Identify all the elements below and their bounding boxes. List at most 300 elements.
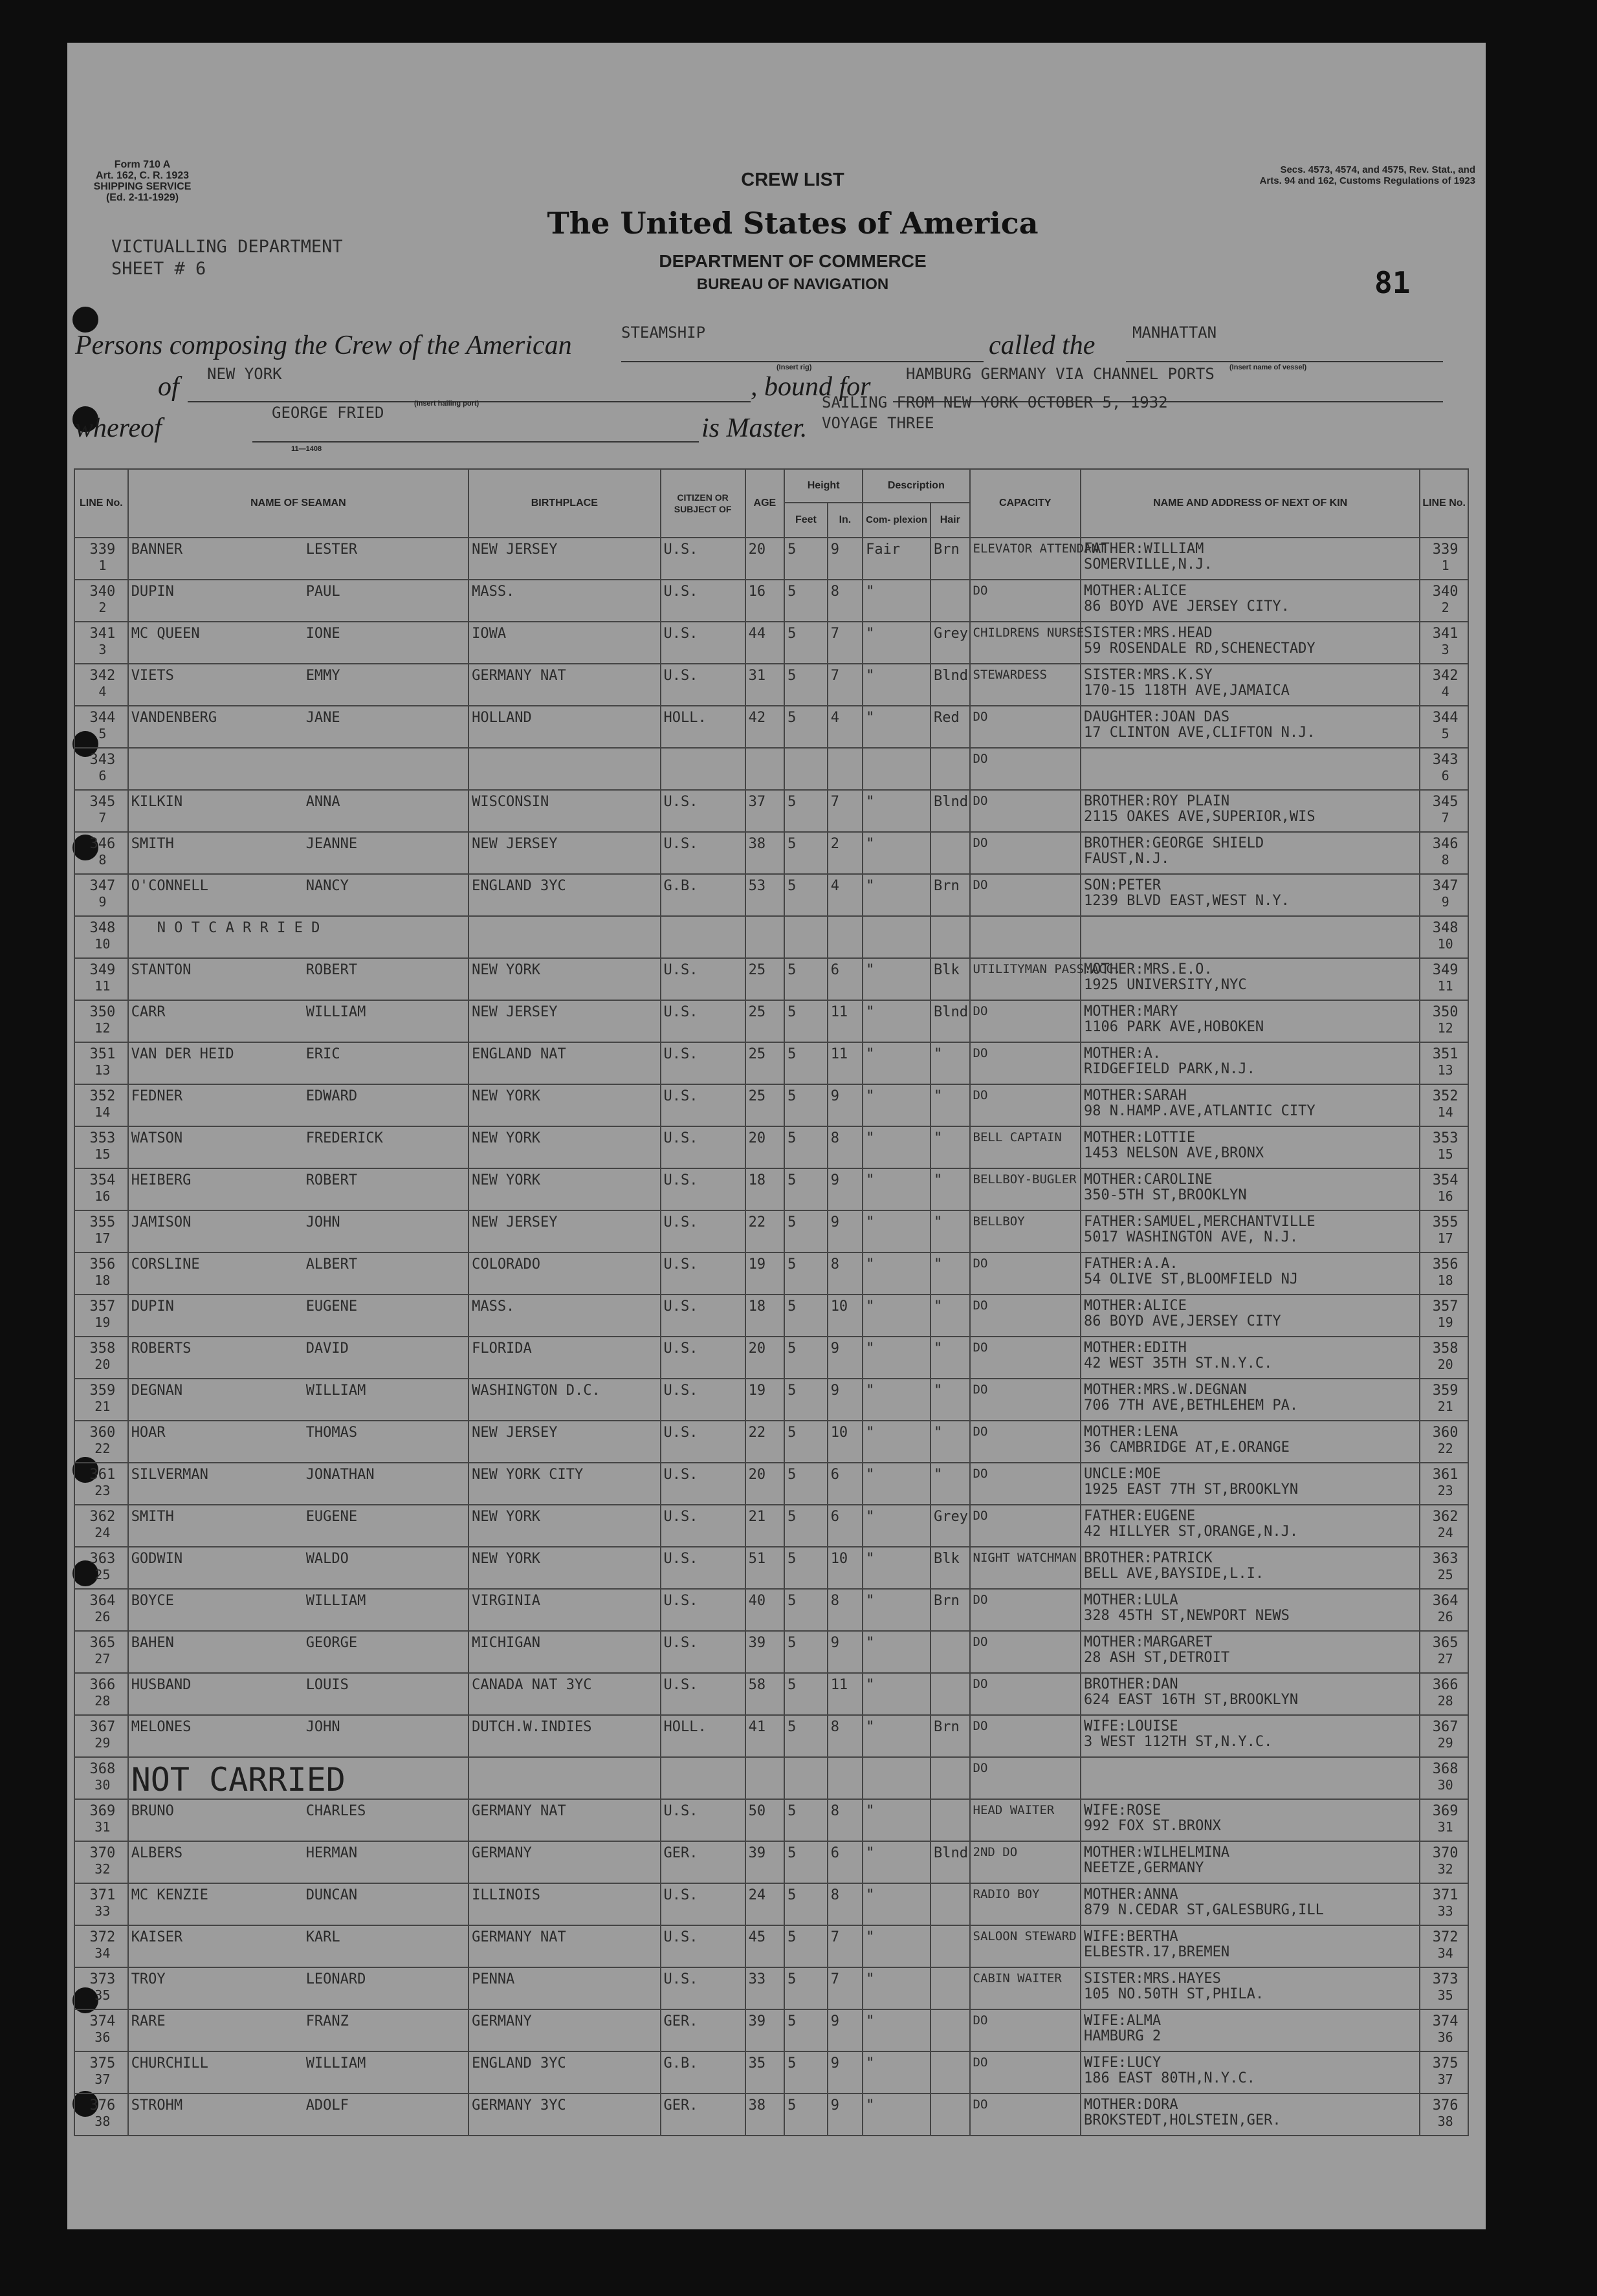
hair-cell: Blk bbox=[931, 958, 970, 1000]
next-of-kin-name: SISTER:MRS.HAYES bbox=[1083, 1971, 1221, 1987]
line-number-right-cell bbox=[1420, 1925, 1468, 1967]
next-of-kin-address: 2115 OAKES AVE,SUPERIOR,WIS bbox=[1083, 809, 1316, 825]
sheet-line-number-right: 30 bbox=[1437, 1777, 1453, 1793]
seaman-last-name: VAN DER HEID bbox=[131, 1046, 234, 1062]
seaman-first-name: WILLIAM bbox=[305, 1383, 366, 1399]
citizen-cell: U.S. bbox=[661, 1379, 745, 1421]
line-number-right-cell bbox=[1420, 1084, 1468, 1126]
line-number-right: 366 bbox=[1432, 1677, 1459, 1693]
next-of-kin-name: BROTHER:ROY PLAIN bbox=[1083, 793, 1230, 809]
sheet-line-number: 29 bbox=[94, 1735, 111, 1751]
hair-cell bbox=[931, 2009, 970, 2051]
birthplace-cell: MASS. bbox=[468, 580, 660, 622]
hair-cell bbox=[931, 916, 970, 958]
line-number-right: 346 bbox=[1432, 836, 1459, 852]
seaman-last-name: CHURCHILL bbox=[131, 2055, 208, 2072]
hair-cell bbox=[931, 1883, 970, 1925]
line-number-right: 341 bbox=[1432, 626, 1459, 642]
line-number-right: 344 bbox=[1432, 710, 1459, 726]
sheet-line-number: 20 bbox=[94, 1357, 111, 1372]
next-of-kin-cell bbox=[1081, 1168, 1420, 1210]
table-row bbox=[74, 916, 1468, 958]
seaman-first-name: HERMAN bbox=[305, 1845, 358, 1861]
header-birthplace: BIRTHPLACE bbox=[468, 469, 660, 538]
sheet-line-number: 32 bbox=[94, 1861, 111, 1877]
next-of-kin-address: 86 BOYD AVE JERSEY CITY. bbox=[1083, 598, 1290, 615]
seaman-name-cell bbox=[128, 1042, 468, 1084]
birthplace-cell bbox=[468, 1757, 660, 1799]
sheet-line-number: 15 bbox=[94, 1146, 111, 1162]
citizen-cell: U.S. bbox=[661, 1252, 745, 1295]
line-number-cell bbox=[74, 580, 128, 622]
table-row bbox=[74, 1631, 1468, 1673]
line-number-right-cell bbox=[1420, 1505, 1468, 1547]
header-name-of-seaman: NAME OF SEAMAN bbox=[128, 469, 468, 538]
citizen-cell bbox=[661, 1757, 745, 1799]
rig-underline bbox=[621, 361, 984, 362]
hair-cell: " bbox=[931, 1210, 970, 1252]
height-feet-cell: 5 bbox=[784, 1252, 828, 1295]
statute-reference bbox=[1217, 164, 1475, 186]
next-of-kin-name: MOTHER:MARGARET bbox=[1083, 1634, 1213, 1650]
line-number-right-cell bbox=[1420, 1967, 1468, 2009]
height-feet-cell: 5 bbox=[784, 1210, 828, 1252]
next-of-kin-cell bbox=[1081, 2094, 1420, 2136]
line-number-right-cell bbox=[1420, 1168, 1468, 1210]
age-cell: 20 bbox=[745, 1126, 785, 1168]
age-cell bbox=[745, 1757, 785, 1799]
next-of-kin-name: FATHER:WILLIAM bbox=[1083, 541, 1204, 557]
height-inches-cell: 7 bbox=[828, 664, 863, 706]
capacity-cell: DO bbox=[970, 2094, 1081, 2136]
seaman-first-name: CHARLES bbox=[305, 1803, 366, 1819]
seaman-last-name: STANTON bbox=[131, 962, 192, 978]
sheet-line-number-right: 28 bbox=[1437, 1693, 1453, 1709]
height-inches-cell: 9 bbox=[828, 2009, 863, 2051]
line-number-right-cell bbox=[1420, 1337, 1468, 1379]
capacity-cell: DO bbox=[970, 1757, 1081, 1799]
birthplace-cell: NEW JERSEY bbox=[468, 1210, 660, 1252]
age-cell bbox=[745, 916, 785, 958]
height-feet-cell: 5 bbox=[784, 2094, 828, 2136]
seaman-first-name: EUGENE bbox=[305, 1509, 358, 1525]
line-number-right: 373 bbox=[1432, 1971, 1459, 1987]
seaman-first-name: NANCY bbox=[305, 878, 349, 894]
birthplace-cell: ILLINOIS bbox=[468, 1883, 660, 1925]
age-cell: 53 bbox=[745, 874, 785, 916]
hair-cell: " bbox=[931, 1084, 970, 1126]
next-of-kin-cell bbox=[1081, 1589, 1420, 1631]
sheet-line-number-right: 12 bbox=[1437, 1020, 1453, 1036]
line-number-right: 339 bbox=[1432, 541, 1459, 558]
line-number-cell bbox=[74, 1673, 128, 1715]
sheet-line-number-right: 15 bbox=[1437, 1146, 1453, 1162]
height-feet-cell: 5 bbox=[784, 1084, 828, 1126]
next-of-kin-address: 186 EAST 80TH,N.Y.C. bbox=[1083, 2070, 1255, 2086]
sheet-line-number-right: 3 bbox=[1441, 642, 1449, 657]
age-cell: 16 bbox=[745, 580, 785, 622]
capacity-cell: 2ND DO bbox=[970, 1841, 1081, 1883]
birthplace-cell: NEW YORK bbox=[468, 958, 660, 1000]
citizen-cell: U.S. bbox=[661, 1295, 745, 1337]
seaman-first-name: THOMAS bbox=[305, 1425, 358, 1441]
crew-table bbox=[74, 468, 1469, 2136]
age-cell: 42 bbox=[745, 706, 785, 748]
capacity-cell: CHILDRENS NURSE bbox=[970, 622, 1081, 664]
next-of-kin-name: MOTHER:MARY bbox=[1083, 1003, 1178, 1020]
seaman-first-name: EMMY bbox=[305, 668, 340, 684]
seaman-last-name: BRUNO bbox=[131, 1803, 174, 1819]
next-of-kin-address: 1239 BLVD EAST,WEST N.Y. bbox=[1083, 893, 1290, 909]
complexion-cell: " bbox=[863, 1084, 931, 1126]
seaman-last-name: ROBERTS bbox=[131, 1340, 192, 1357]
hair-cell: Brn bbox=[931, 538, 970, 580]
next-of-kin-cell bbox=[1081, 916, 1420, 958]
citizen-cell: GER. bbox=[661, 2009, 745, 2051]
line-number-right-cell bbox=[1420, 706, 1468, 748]
seaman-last-name: MC KENZIE bbox=[131, 1887, 208, 1903]
next-of-kin-cell bbox=[1081, 1799, 1420, 1841]
line-number-cell bbox=[74, 1547, 128, 1589]
line-number-cell bbox=[74, 1126, 128, 1168]
line-number-cell bbox=[74, 2094, 128, 2136]
next-of-kin-address: 1925 UNIVERSITY,NYC bbox=[1083, 977, 1247, 993]
next-of-kin-cell bbox=[1081, 1084, 1420, 1126]
seaman-name-cell bbox=[128, 1673, 468, 1715]
vessel-value: MANHATTAN bbox=[1132, 323, 1217, 342]
line-number-right-cell bbox=[1420, 2051, 1468, 2094]
seaman-last-name: HOAR bbox=[131, 1425, 166, 1441]
hair-cell: " bbox=[931, 1379, 970, 1421]
height-inches-cell bbox=[828, 748, 863, 790]
height-feet-cell: 5 bbox=[784, 538, 828, 580]
capacity-cell: BELLBOY bbox=[970, 1210, 1081, 1252]
line-number-right: 368 bbox=[1432, 1761, 1459, 1777]
birthplace-cell: GERMANY NAT bbox=[468, 1799, 660, 1841]
next-of-kin-address: BELL AVE,BAYSIDE,L.I. bbox=[1083, 1566, 1264, 1582]
sheet-line-number-right: 24 bbox=[1437, 1525, 1453, 1540]
birthplace-cell: GERMANY NAT bbox=[468, 1925, 660, 1967]
next-of-kin-name: WIFE:ROSE bbox=[1083, 1802, 1162, 1819]
seaman-last-name: VIETS bbox=[131, 668, 174, 684]
line-number-right-cell bbox=[1420, 1673, 1468, 1715]
birthplace-cell: CANADA NAT 3YC bbox=[468, 1673, 660, 1715]
seaman-name-cell bbox=[128, 1757, 468, 1799]
line-number-right: 363 bbox=[1432, 1551, 1459, 1567]
next-of-kin-address: HAMBURG 2 bbox=[1083, 2028, 1162, 2044]
line-number-cell bbox=[74, 1337, 128, 1379]
height-feet-cell: 5 bbox=[784, 1841, 828, 1883]
line-number-right-cell bbox=[1420, 1000, 1468, 1042]
seaman-name-cell bbox=[128, 664, 468, 706]
seaman-name-cell bbox=[128, 580, 468, 622]
capacity-cell: BELLBOY-BUGLER bbox=[970, 1168, 1081, 1210]
sheet-line-number-right: 23 bbox=[1437, 1483, 1453, 1498]
seaman-first-name: JEANNE bbox=[305, 836, 358, 852]
hair-cell: " bbox=[931, 1042, 970, 1084]
capacity-cell: STEWARDESS bbox=[970, 664, 1081, 706]
seaman-first-name: ADOLF bbox=[305, 2097, 349, 2114]
birthplace-cell: NEW YORK CITY bbox=[468, 1463, 660, 1505]
birthplace-cell: NEW YORK bbox=[468, 1084, 660, 1126]
next-of-kin-address: 350-5TH ST,BROOKLYN bbox=[1083, 1187, 1247, 1203]
seaman-last-name: ALBERS bbox=[131, 1845, 183, 1861]
seaman-last-name: DEGNAN bbox=[131, 1383, 183, 1399]
height-inches-cell: 9 bbox=[828, 1379, 863, 1421]
birthplace-cell: GERMANY 3YC bbox=[468, 2094, 660, 2136]
next-of-kin-cell bbox=[1081, 1883, 1420, 1925]
sheet-line-number-right: 29 bbox=[1437, 1735, 1453, 1751]
next-of-kin-name: FATHER:EUGENE bbox=[1083, 1508, 1196, 1524]
table-row bbox=[74, 1042, 1468, 1084]
next-of-kin-name: SON:PETER bbox=[1083, 877, 1162, 893]
line-number-cell bbox=[74, 1463, 128, 1505]
capacity-cell: DO bbox=[970, 1379, 1081, 1421]
height-feet-cell: 5 bbox=[784, 1042, 828, 1084]
header-line-no: LINE No. bbox=[74, 469, 128, 538]
complexion-cell bbox=[863, 1757, 931, 1799]
line-number-cell bbox=[74, 1421, 128, 1463]
seaman-name-cell bbox=[128, 1379, 468, 1421]
height-inches-cell: 10 bbox=[828, 1547, 863, 1589]
citizen-cell: U.S. bbox=[661, 1631, 745, 1673]
complexion-cell: " bbox=[863, 1126, 931, 1168]
line-number-cell bbox=[74, 916, 128, 958]
line-number-right: 351 bbox=[1432, 1046, 1459, 1062]
citizen-cell: U.S. bbox=[661, 1547, 745, 1589]
complexion-cell: " bbox=[863, 2009, 931, 2051]
seaman-first-name: DUNCAN bbox=[305, 1887, 358, 1903]
birthplace-cell: WISCONSIN bbox=[468, 790, 660, 832]
sheet-line-number: 16 bbox=[94, 1188, 111, 1204]
header-complexion: Com- plexion bbox=[863, 503, 931, 538]
seaman-first-name: ERIC bbox=[305, 1046, 340, 1062]
next-of-kin-name: MOTHER:MRS.W.DEGNAN bbox=[1083, 1382, 1247, 1398]
birthplace-cell: FLORIDA bbox=[468, 1337, 660, 1379]
line-number-right: 358 bbox=[1432, 1340, 1459, 1357]
small-code: 11—1408 bbox=[291, 445, 322, 453]
line-number-cell bbox=[74, 1631, 128, 1673]
complexion-cell: " bbox=[863, 874, 931, 916]
table-row bbox=[74, 874, 1468, 916]
capacity-cell: DO bbox=[970, 832, 1081, 874]
complexion-cell: " bbox=[863, 1715, 931, 1757]
height-inches-cell: 9 bbox=[828, 2051, 863, 2094]
sheet-line-number-right: 10 bbox=[1437, 936, 1453, 952]
line-number: 375 bbox=[89, 2055, 116, 2072]
height-inches-cell: 7 bbox=[828, 622, 863, 664]
table-row bbox=[74, 622, 1468, 664]
table-row bbox=[74, 1168, 1468, 1210]
citizen-cell: U.S. bbox=[661, 1589, 745, 1631]
age-cell: 25 bbox=[745, 1042, 785, 1084]
sheet-line-number: 23 bbox=[94, 1483, 111, 1498]
line-number-right: 355 bbox=[1432, 1214, 1459, 1230]
hair-cell: Red bbox=[931, 706, 970, 748]
complexion-cell: " bbox=[863, 1210, 931, 1252]
citizen-cell: U.S. bbox=[661, 580, 745, 622]
seaman-name-cell bbox=[128, 1084, 468, 1126]
hair-cell: Brn bbox=[931, 1589, 970, 1631]
sheet-line-number: 1 bbox=[98, 558, 107, 573]
citizen-cell: G.B. bbox=[661, 874, 745, 916]
seaman-last-name: N O T C A R R I E D bbox=[157, 920, 320, 936]
seaman-name-cell bbox=[128, 1715, 468, 1757]
next-of-kin-address: 1106 PARK AVE,HOBOKEN bbox=[1083, 1019, 1264, 1035]
next-of-kin-cell bbox=[1081, 1715, 1420, 1757]
sheet-line-number-right: 18 bbox=[1437, 1273, 1453, 1288]
master-underline bbox=[252, 441, 699, 443]
header-feet: Feet bbox=[784, 503, 828, 538]
next-of-kin-address: FAUST,N.J. bbox=[1083, 851, 1170, 867]
height-feet-cell: 5 bbox=[784, 622, 828, 664]
line-number-right-cell bbox=[1420, 1252, 1468, 1295]
line-number: 363 bbox=[89, 1551, 116, 1567]
citizen-cell: U.S. bbox=[661, 1883, 745, 1925]
line-number-right: 375 bbox=[1432, 2055, 1459, 2072]
line-number-cell bbox=[74, 1967, 128, 2009]
complexion-cell: " bbox=[863, 1252, 931, 1295]
seaman-name-cell bbox=[128, 1799, 468, 1841]
line-number-right: 364 bbox=[1432, 1593, 1459, 1609]
seaman-first-name: JONATHAN bbox=[305, 1467, 375, 1483]
line-number-cell bbox=[74, 1841, 128, 1883]
complexion-cell bbox=[863, 916, 931, 958]
line-number: 364 bbox=[89, 1593, 116, 1609]
complexion-cell: " bbox=[863, 1379, 931, 1421]
height-inches-cell: 8 bbox=[828, 1883, 863, 1925]
complexion-cell: " bbox=[863, 622, 931, 664]
height-inches-cell: 6 bbox=[828, 1505, 863, 1547]
age-cell: 22 bbox=[745, 1210, 785, 1252]
sheet-line-number-right: 26 bbox=[1437, 1609, 1453, 1624]
height-inches-cell: 6 bbox=[828, 958, 863, 1000]
line-number: 344 bbox=[89, 710, 116, 726]
sheet-line-number: 38 bbox=[94, 2114, 111, 2129]
next-of-kin-cell bbox=[1081, 1967, 1420, 2009]
header-age: AGE bbox=[745, 469, 785, 538]
citizen-cell: U.S. bbox=[661, 790, 745, 832]
table-row bbox=[74, 1883, 1468, 1925]
line-number-right-cell bbox=[1420, 1379, 1468, 1421]
next-of-kin-address: NEETZE,GERMANY bbox=[1083, 1860, 1204, 1876]
complexion-cell: " bbox=[863, 1505, 931, 1547]
line-number-right: 361 bbox=[1432, 1467, 1459, 1483]
seaman-last-name: HEIBERG bbox=[131, 1172, 192, 1188]
height-feet-cell: 5 bbox=[784, 1925, 828, 1967]
seaman-name-cell bbox=[128, 1000, 468, 1042]
line-number-cell bbox=[74, 1505, 128, 1547]
next-of-kin-cell bbox=[1081, 1463, 1420, 1505]
sheet-line-number-right: 36 bbox=[1437, 2029, 1453, 2045]
line-number: 340 bbox=[89, 584, 116, 600]
page-number: 81 bbox=[1374, 265, 1411, 300]
line-number: 374 bbox=[89, 2013, 116, 2029]
header-height: Height bbox=[784, 469, 863, 503]
hair-cell: Grey bbox=[931, 622, 970, 664]
sheet-line-number-right: 13 bbox=[1437, 1062, 1453, 1078]
seaman-name-cell bbox=[128, 1421, 468, 1463]
seaman-last-name: JAMISON bbox=[131, 1214, 192, 1230]
seaman-name-cell bbox=[128, 2094, 468, 2136]
capacity-cell: DO bbox=[970, 1421, 1081, 1463]
line-number-cell bbox=[74, 790, 128, 832]
form-service: SHIPPING SERVICE bbox=[93, 181, 192, 192]
sheet-line-number: 7 bbox=[98, 810, 107, 825]
hair-cell: Blnd bbox=[931, 1841, 970, 1883]
line-number-cell bbox=[74, 1379, 128, 1421]
height-inches-cell: 9 bbox=[828, 1168, 863, 1210]
hair-cell bbox=[931, 2051, 970, 2094]
line-number-cell bbox=[74, 706, 128, 748]
line-number: 373 bbox=[89, 1971, 116, 1987]
statute-line-1: Secs. 4573, 4574, and 4575, Rev. Stat., and bbox=[1280, 164, 1475, 175]
age-cell: 19 bbox=[745, 1379, 785, 1421]
seaman-last-name: SMITH bbox=[131, 836, 174, 852]
height-inches-cell: 8 bbox=[828, 1252, 863, 1295]
next-of-kin-address: 105 NO.50TH ST,PHILA. bbox=[1083, 1986, 1264, 2002]
sheet-line-number: 34 bbox=[94, 1945, 111, 1961]
complexion-cell: " bbox=[863, 1168, 931, 1210]
line-number: 368 bbox=[89, 1761, 116, 1777]
age-cell: 41 bbox=[745, 1715, 785, 1757]
seaman-last-name: BANNER bbox=[131, 541, 183, 558]
complexion-cell: Fair bbox=[863, 538, 931, 580]
next-of-kin-cell bbox=[1081, 1841, 1420, 1883]
line-number-right-cell bbox=[1420, 916, 1468, 958]
rig-value: STEAMSHIP bbox=[621, 323, 706, 342]
line-number-right-cell bbox=[1420, 790, 1468, 832]
birthplace-cell: NEW YORK bbox=[468, 1126, 660, 1168]
line-number-right: 348 bbox=[1432, 920, 1459, 936]
seaman-last-name: SMITH bbox=[131, 1509, 174, 1525]
sheet-line-number-right: 33 bbox=[1437, 1903, 1453, 1919]
next-of-kin-name: MOTHER:SARAH bbox=[1083, 1088, 1187, 1104]
sheet-line-number-right: 38 bbox=[1437, 2114, 1453, 2129]
line-number-cell bbox=[74, 538, 128, 580]
sheet-line-number: 17 bbox=[94, 1230, 111, 1246]
line-number-cell bbox=[74, 1799, 128, 1841]
next-of-kin-address: 17 CLINTON AVE,CLIFTON N.J. bbox=[1083, 725, 1316, 741]
line-number-right: 376 bbox=[1432, 2097, 1459, 2114]
next-of-kin-address: 5017 WASHINGTON AVE, N.J. bbox=[1083, 1229, 1299, 1245]
next-of-kin-address: 36 CAMBRIDGE AT,E.ORANGE bbox=[1083, 1439, 1290, 1456]
seaman-name-cell bbox=[128, 1883, 468, 1925]
next-of-kin-name: BROTHER:GEORGE SHIELD bbox=[1083, 835, 1264, 851]
next-of-kin-name: MOTHER:CAROLINE bbox=[1083, 1172, 1213, 1188]
height-feet-cell bbox=[784, 916, 828, 958]
line-number-right: 345 bbox=[1432, 794, 1459, 810]
table-row bbox=[74, 1126, 1468, 1168]
capacity-cell: DO bbox=[970, 580, 1081, 622]
line-number: 343 bbox=[89, 752, 116, 768]
sheet-line-number: 14 bbox=[94, 1104, 111, 1120]
line-number-right-cell bbox=[1420, 1715, 1468, 1757]
table-row bbox=[74, 580, 1468, 622]
next-of-kin-cell bbox=[1081, 1421, 1420, 1463]
next-of-kin-address: 992 FOX ST.BRONX bbox=[1083, 1818, 1221, 1834]
citizen-cell: U.S. bbox=[661, 1967, 745, 2009]
seaman-last-name: FEDNER bbox=[131, 1088, 183, 1104]
line-number-right: 370 bbox=[1432, 1845, 1459, 1861]
hair-cell: " bbox=[931, 1168, 970, 1210]
hair-cell bbox=[931, 2094, 970, 2136]
hair-cell: Brn bbox=[931, 1715, 970, 1757]
next-of-kin-cell bbox=[1081, 1757, 1420, 1799]
hair-cell bbox=[931, 1673, 970, 1715]
line-number: 355 bbox=[89, 1214, 116, 1230]
seaman-last-name: WATSON bbox=[131, 1130, 183, 1146]
